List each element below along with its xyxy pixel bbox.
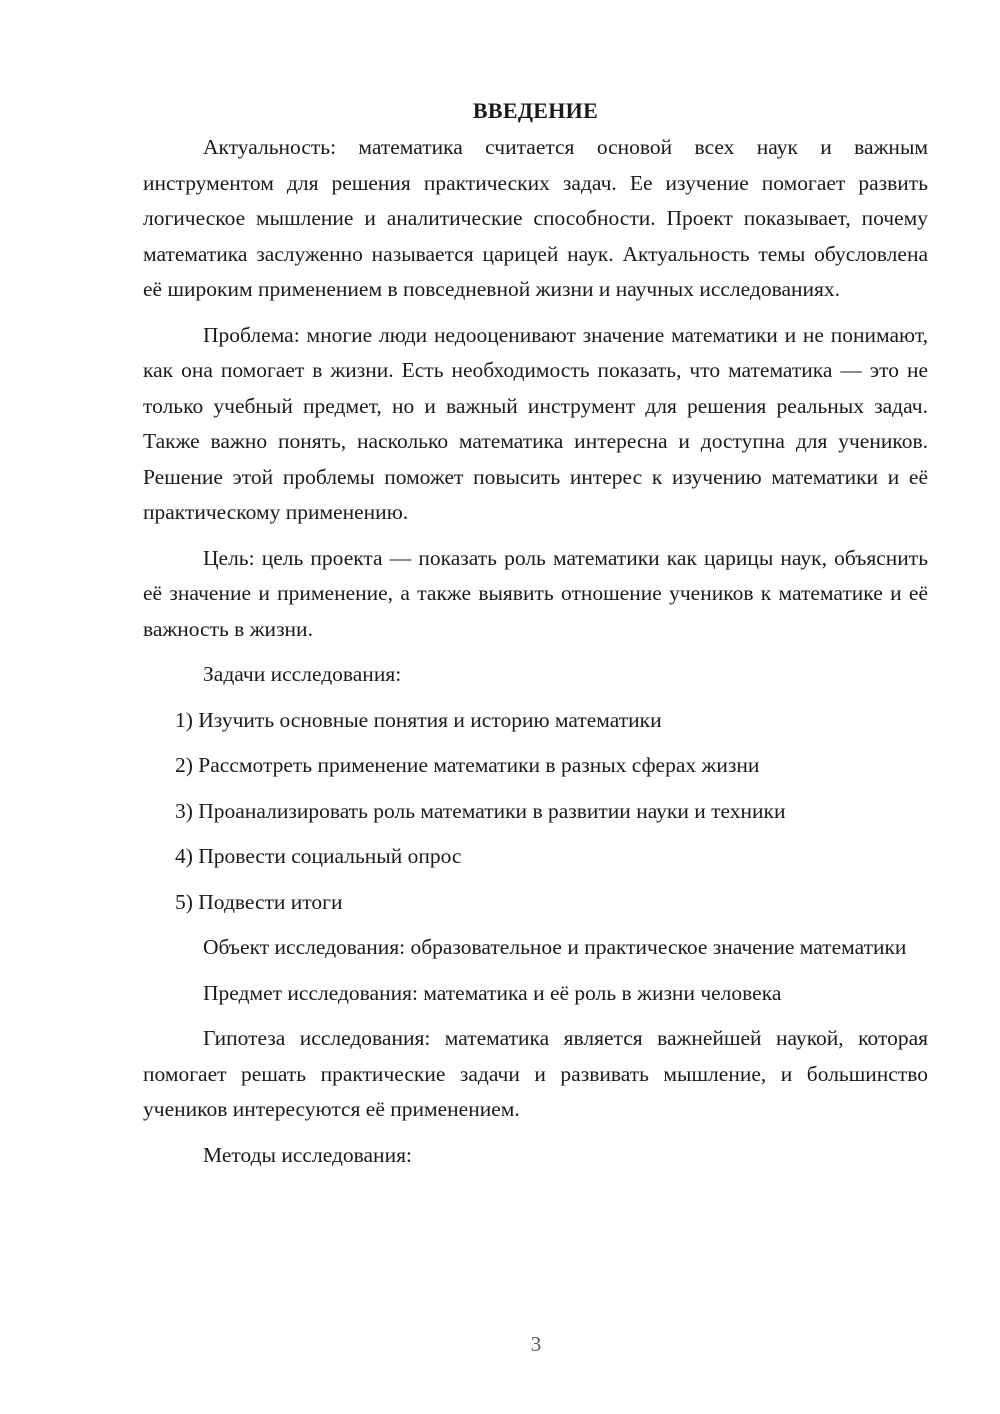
tasks-list: [143, 703, 928, 921]
paragraph-goal: Цель: цель проекта — показать роль математики как царицы наук, объяснить её значение и применение, а также выявить отношение учеников к математике и её важность в жизни.: [143, 545, 928, 641]
list-item: 4) Провести социальный опрос: [175, 844, 462, 868]
document-page: [143, 96, 928, 1183]
paragraph-subject: Предмет исследования: математика и её роль в жизни человека: [203, 980, 782, 1005]
methods-heading: Методы исследования:: [203, 1142, 412, 1167]
list-item: 3) Проанализировать роль математики в развитии науки и техники: [175, 798, 786, 823]
paragraph-object: Объект исследования: образовательное и практическое значение математики: [203, 935, 907, 959]
section-title: ВВЕДЕНИЕ: [472, 98, 599, 123]
paragraph-problem: Проблема: многие люди недооценивают значение математики и не понимают, как она помогает в жизни. Есть необходимость показать, что математика — это не только учебный предмет, но и важный инструмент для решения реальных задач. Также важно понять, насколько математика интересна и доступна для учеников. Решение этой проблемы поможет повысить интерес к изучению математики и её практическому применению.: [143, 322, 928, 524]
paragraph-relevance: Актуальность: математика считается основой всех наук и важным инструментом для решения практических задач. Ее изучение помогает развить логическое мышление и аналитические способности. Проект показывает, почему математика заслуженно называется царицей наук. Актуальность темы обусловлена её широким применением в повседневной жизни и научных исследованиях.: [143, 135, 928, 301]
paragraph-hypothesis: Гипотеза исследования: математика является важнейшей наукой, которая помогает решать практические задачи и развивать мышление, и большинство учеников интересуются её применением.: [143, 1026, 928, 1121]
list-item: 1) Изучить основные понятия и историю математики: [175, 707, 662, 732]
list-item: 2) Рассмотреть применение математики в разных сферах жизни: [175, 753, 760, 777]
tasks-heading: Задачи исследования:: [203, 662, 402, 686]
page-number: 3: [530, 1332, 542, 1356]
list-item: 5) Подвести итоги: [175, 889, 343, 914]
